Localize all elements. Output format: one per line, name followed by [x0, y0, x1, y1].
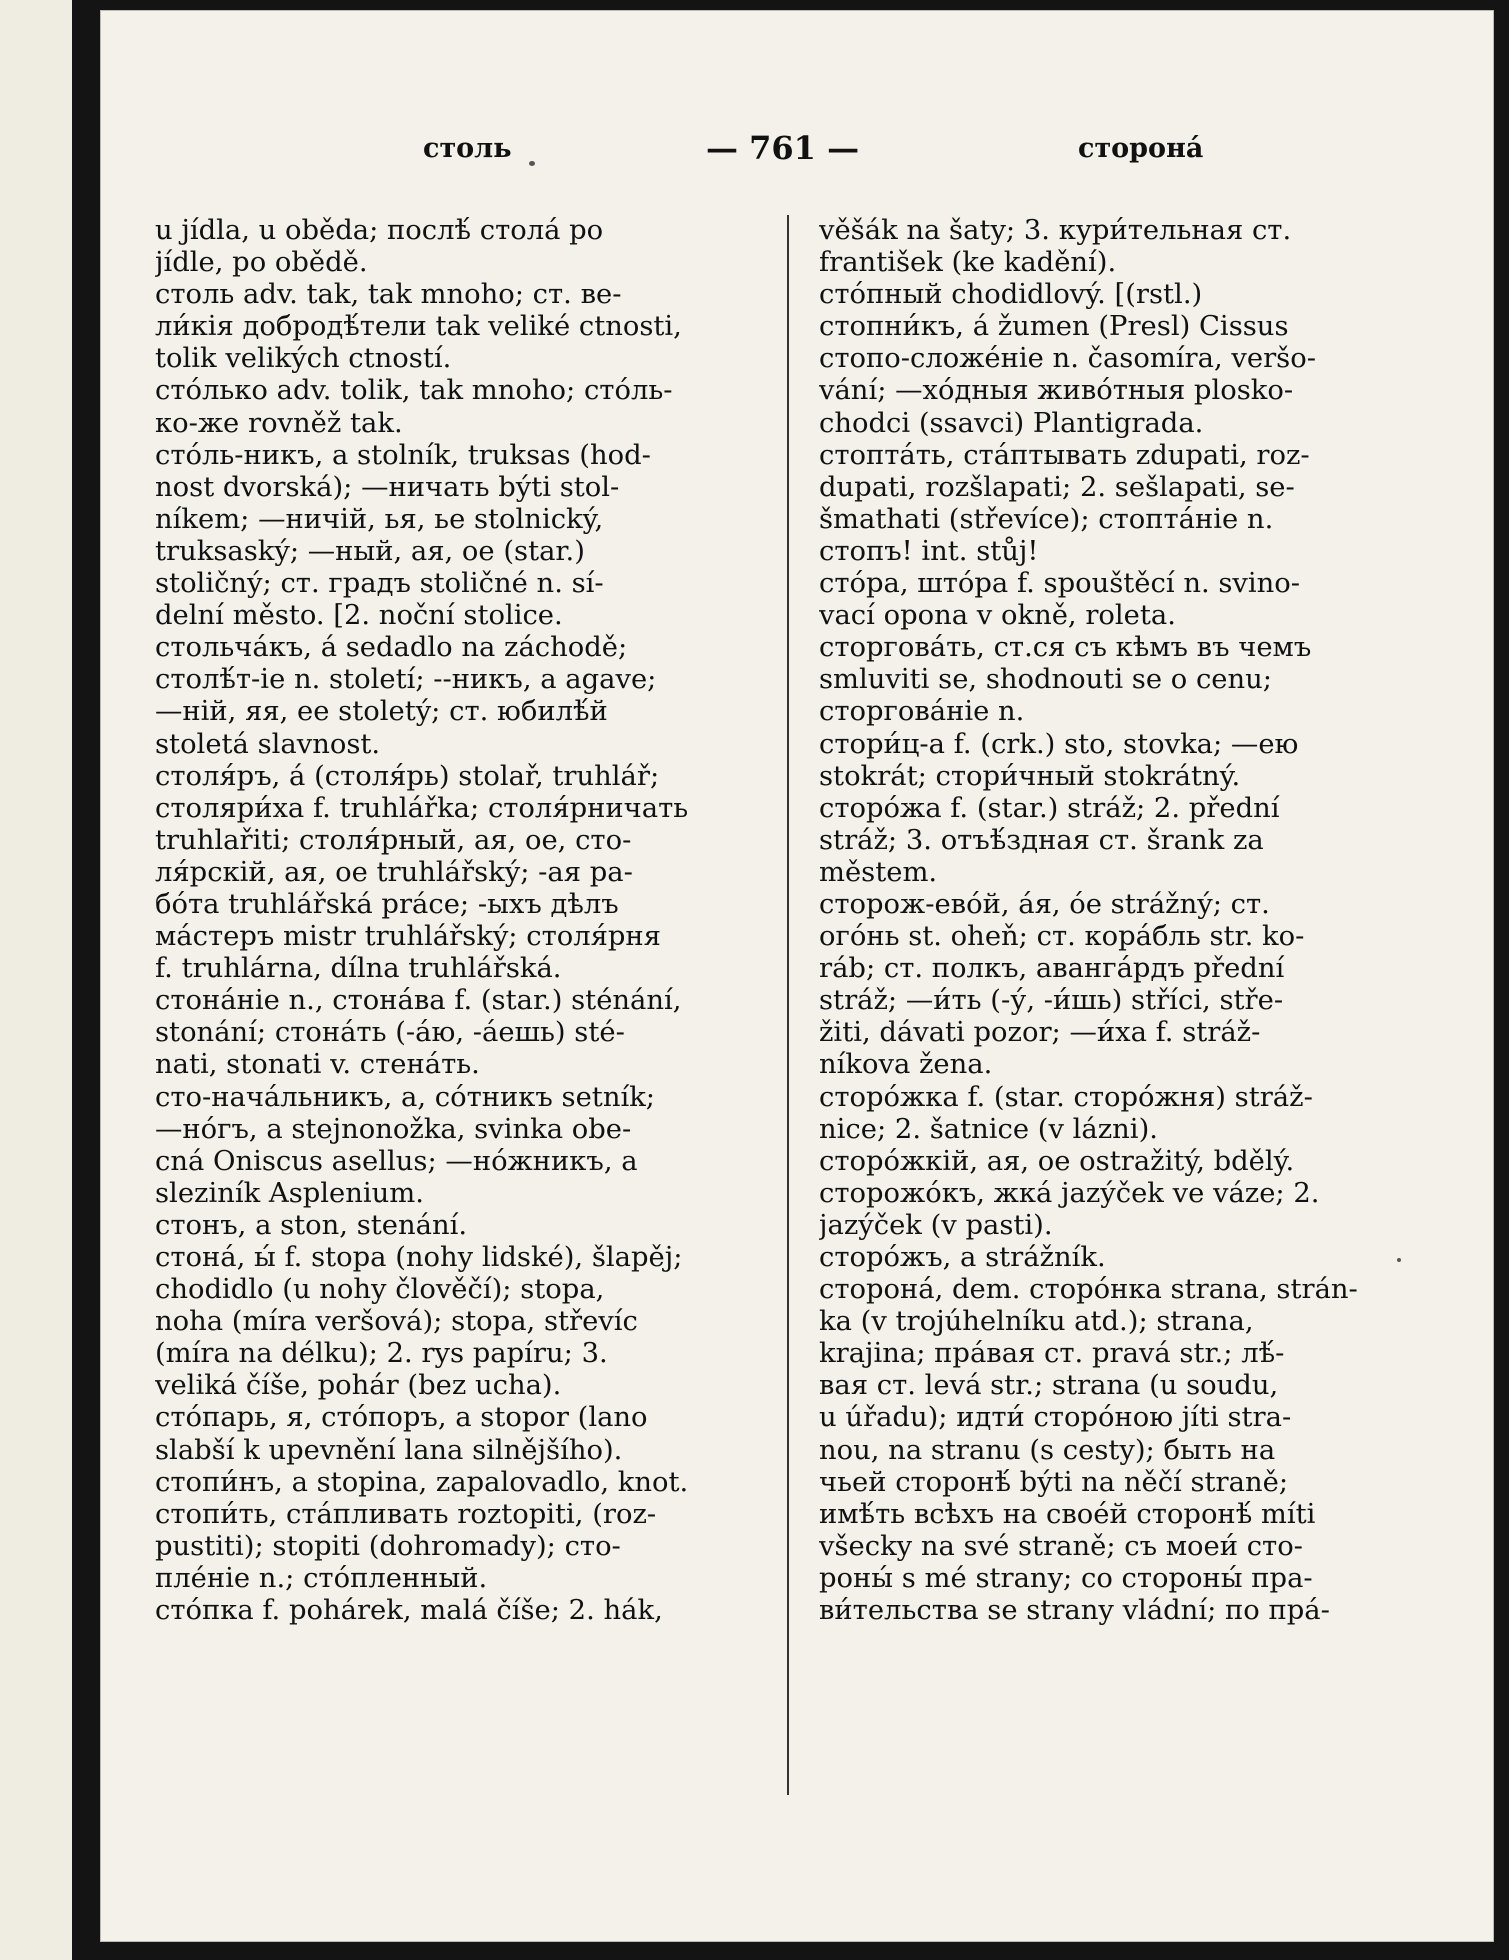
- entry-line: роны́ s mé strany; со стороны́ пра-: [819, 1562, 1313, 1594]
- right-column: [819, 215, 1439, 1627]
- entry-line: sleziník Asplenium.: [155, 1177, 424, 1209]
- entry-line: стопъ! int. stůj!: [819, 535, 1039, 567]
- entry-line: сторона́, dem. сторо́нка strana, strán-: [819, 1274, 1358, 1306]
- entry-line: столя́ръ, á (столя́рь) stolař, truhlář;: [155, 760, 660, 792]
- entry-line: вая ст. levá str.; strana (u soudu,: [819, 1370, 1279, 1402]
- entry-line: stráž; 3. отъѣ́здная ст. šrank za: [819, 824, 1264, 856]
- dictionary-page: [100, 10, 1494, 1942]
- entry-line: столѣ́т-ie n. století; --никъ, a agave;: [155, 664, 657, 696]
- entry-line: —ній, яя, ее stoletý; ст. юбилѣ́й: [155, 696, 608, 728]
- entry-line: сторожо́къ, жка́ jazýček ve váze; 2.: [819, 1177, 1320, 1209]
- header-left-guide-word: столь: [423, 133, 512, 164]
- entry-line: františek (ke kadění).: [819, 247, 1117, 279]
- entry-line: žiti, dávati pozor; —и́ха f. stráž-: [819, 1017, 1261, 1049]
- header-right-guide-word: сторона́: [1078, 133, 1204, 164]
- entry-line: ля́рскій, ая, ое truhlářský; -ая ра-: [155, 856, 633, 888]
- entry-line: veliká číše, pohár (bez ucha).: [155, 1370, 562, 1402]
- entry-line: krajina; пра́вая ст. pravá str.; лѣ́-: [819, 1338, 1285, 1370]
- entry-line: бо́та truhlářská práce; -ыхъ дѣлъ: [155, 888, 619, 920]
- entry-line: nice; 2. šatnice (v lázni).: [819, 1113, 1158, 1145]
- adjacent-page-edge: [0, 0, 72, 1960]
- entry-line: столь adv. tak, tak mnoho; ст. ве-: [155, 279, 622, 311]
- entry-line: сто́ль-никъ, a stolník, truksas (hod-: [155, 439, 651, 471]
- entry-line: стона́ніе n., стона́ва f. (star.) sténání,: [155, 985, 682, 1017]
- entry-line: u úřadu); идти́ сторо́ною jíti stra-: [819, 1402, 1292, 1434]
- entry-line: имѣ́ть всѣхъ на свое́й сторонѣ́ míti: [819, 1498, 1316, 1530]
- entry-line: slabší k upevnění lana silnějšího).: [155, 1434, 623, 1466]
- entry-line: сто́парь, я, сто́поръ, a stopor (lano: [155, 1402, 648, 1434]
- entry-line: плéніе n.; сто́пленный.: [155, 1562, 488, 1594]
- entry-line: truksaský; —ный, ая, ое (star.): [155, 535, 585, 567]
- entry-line: jazýček (v pasti).: [819, 1209, 1053, 1241]
- entry-line: стопта́ть, ста́птывать zdupati, roz-: [819, 439, 1310, 471]
- entry-line: стопи́ть, ста́пливать roztopiti, (roz-: [155, 1498, 657, 1530]
- entry-line: ко-же rovněž tak.: [155, 407, 403, 439]
- entry-line: стопо-сложе́ніе n. časomíra, veršo-: [819, 343, 1316, 375]
- entry-line: šmathati (střevíce); стопта́ніе n.: [819, 503, 1274, 535]
- entry-line: —но́гъ, a stejnonožka, svinka obe-: [155, 1113, 632, 1145]
- entry-line: стопи́нъ, a stopina, zapalovadlo, knot.: [155, 1466, 689, 1498]
- entry-line: сто́пный chodidlový. [(rstl.): [819, 279, 1203, 311]
- entry-line: стопни́къ, á žumen (Presl) Cissus: [819, 311, 1289, 343]
- entry-line: stráž; —и́ть (-у́, -и́шь) stříci, stře-: [819, 985, 1284, 1017]
- entry-line: pustiti); stopiti (dohromady); сто-: [155, 1530, 621, 1562]
- entry-line: nati, stonati v. стена́ть.: [155, 1049, 480, 1081]
- entry-line: f. truhlárna, dílna truhlářská.: [155, 953, 562, 985]
- entry-line: сто́лько adv. tolik, tak mnoho; сто́ль-: [155, 375, 673, 407]
- entry-line: nou, na stranu (s cesty); быть на: [819, 1434, 1276, 1466]
- entry-line: stoletá slavnost.: [155, 728, 381, 760]
- entry-line: стона́, ы́ f. stopa (nohy lidské), šlapěj;: [155, 1242, 683, 1273]
- column-divider: [787, 215, 789, 1795]
- entry-line: сторгова́ть, ст.ся съ кѣмъ въ чемъ: [819, 632, 1312, 664]
- entry-line: vací opona v okně, roleta.: [819, 600, 1176, 632]
- entry-line: сто-нача́льникъ, a, со́тникъ setník;: [155, 1081, 656, 1113]
- entry-line: сторо́жа f. (star.) stráž; 2. přední: [819, 792, 1280, 824]
- entry-line: стори́ц-а f. (crk.) sto, stovka; —ею: [819, 728, 1299, 760]
- entry-line: stokrát; стори́чный stokrátný.: [819, 760, 1241, 792]
- entry-line: ви́тельства se strany vládní; по пра́-: [819, 1595, 1330, 1627]
- print-speck: [1397, 1258, 1401, 1262]
- entry-line: níkem; —ничій, ья, ье stolnický,: [155, 503, 604, 535]
- entry-line: сторо́жкій, ая, ое ostražitý, bdělý.: [819, 1145, 1295, 1177]
- entry-line: delní město. [2. noční stolice.: [155, 600, 563, 632]
- print-speck: [529, 161, 535, 166]
- entry-line: cná Oniscus asellus; —но́жникъ, a: [155, 1145, 638, 1177]
- entry-line: truhlařiti; столя́рный, ая, ое, сто-: [155, 824, 632, 856]
- entry-line: стонъ, a ston, stenání.: [155, 1209, 468, 1241]
- entry-line: ого́нь st. oheň; ст. кора́бль str. ko-: [819, 921, 1305, 953]
- entry-line: ли́кія добродѣ́тели tak veliké ctnosti,: [155, 311, 682, 343]
- entry-line: сторо́жъ, a strážník.: [819, 1242, 1106, 1273]
- entry-line: ráb; ст. полкъ, аванга́рдъ přední: [819, 953, 1285, 985]
- entry-line: jídle, po obědě.: [155, 247, 368, 279]
- entry-line: nost dvorská); —ничать býti stol-: [155, 471, 620, 503]
- left-column: [155, 215, 767, 1627]
- entry-line: стольча́къ, á sedadlo na záchodě;: [155, 632, 628, 664]
- entry-line: сторгова́ніе n.: [819, 696, 1025, 728]
- entry-line: městem.: [819, 856, 938, 888]
- entry-line: ka (v trojúhelníku atd.); strana,: [819, 1306, 1254, 1338]
- entry-line: noha (míra veršová); stopa, střevíc: [155, 1306, 638, 1338]
- entry-line: сторо́жка f. (star. сторо́жня) stráž-: [819, 1081, 1313, 1113]
- entry-line: chodidlo (u nohy člověčí); stopa,: [155, 1274, 605, 1306]
- entry-line: сторож-ево́й, а́я, о́е strážný; ст.: [819, 888, 1270, 920]
- entry-line: tolik velikých ctností.: [155, 343, 452, 375]
- entry-line: smluviti se, shodnouti se o cenu;: [819, 664, 1273, 696]
- entry-line: чьей сторонѣ́ býti na něčí straně;: [819, 1466, 1289, 1498]
- entry-line: ма́стеръ mistr truhlářský; столя́рня: [155, 921, 661, 953]
- entry-line: сто́пка f. pohárek, malá číše; 2. hák,: [155, 1595, 663, 1627]
- page-header: [101, 11, 1495, 211]
- entry-line: věšák na šaty; 3. кури́тельная ст.: [819, 215, 1292, 246]
- entry-line: níkova žena.: [819, 1049, 993, 1081]
- entry-line: u jídla, u oběda; послѣ́ стола́ po: [155, 215, 604, 246]
- entry-line: столяри́ха f. truhlářka; столя́рничать: [155, 792, 689, 824]
- entry-line: stoličný; ст. градъ stoličné n. sí-: [155, 568, 604, 600]
- entry-line: dupati, rozšlapati; 2. sešlapati, se-: [819, 471, 1295, 503]
- entry-line: chodci (ssavci) Plantigrada.: [819, 407, 1204, 439]
- entry-line: сто́ра, што́ра f. spouštěcí n. svino-: [819, 568, 1301, 600]
- entry-line: vání; —хо́дныя живо́тныя plosko-: [819, 375, 1294, 407]
- entry-line: (míra na délku); 2. rys papíru; 3.: [155, 1338, 608, 1370]
- entry-line: stonání; стона́ть (-а́ю, -а́ешь) sté-: [155, 1017, 625, 1049]
- entry-line: všecky na své straně; съ моеи́ сто-: [819, 1530, 1303, 1562]
- page-number: — 761 —: [706, 129, 860, 167]
